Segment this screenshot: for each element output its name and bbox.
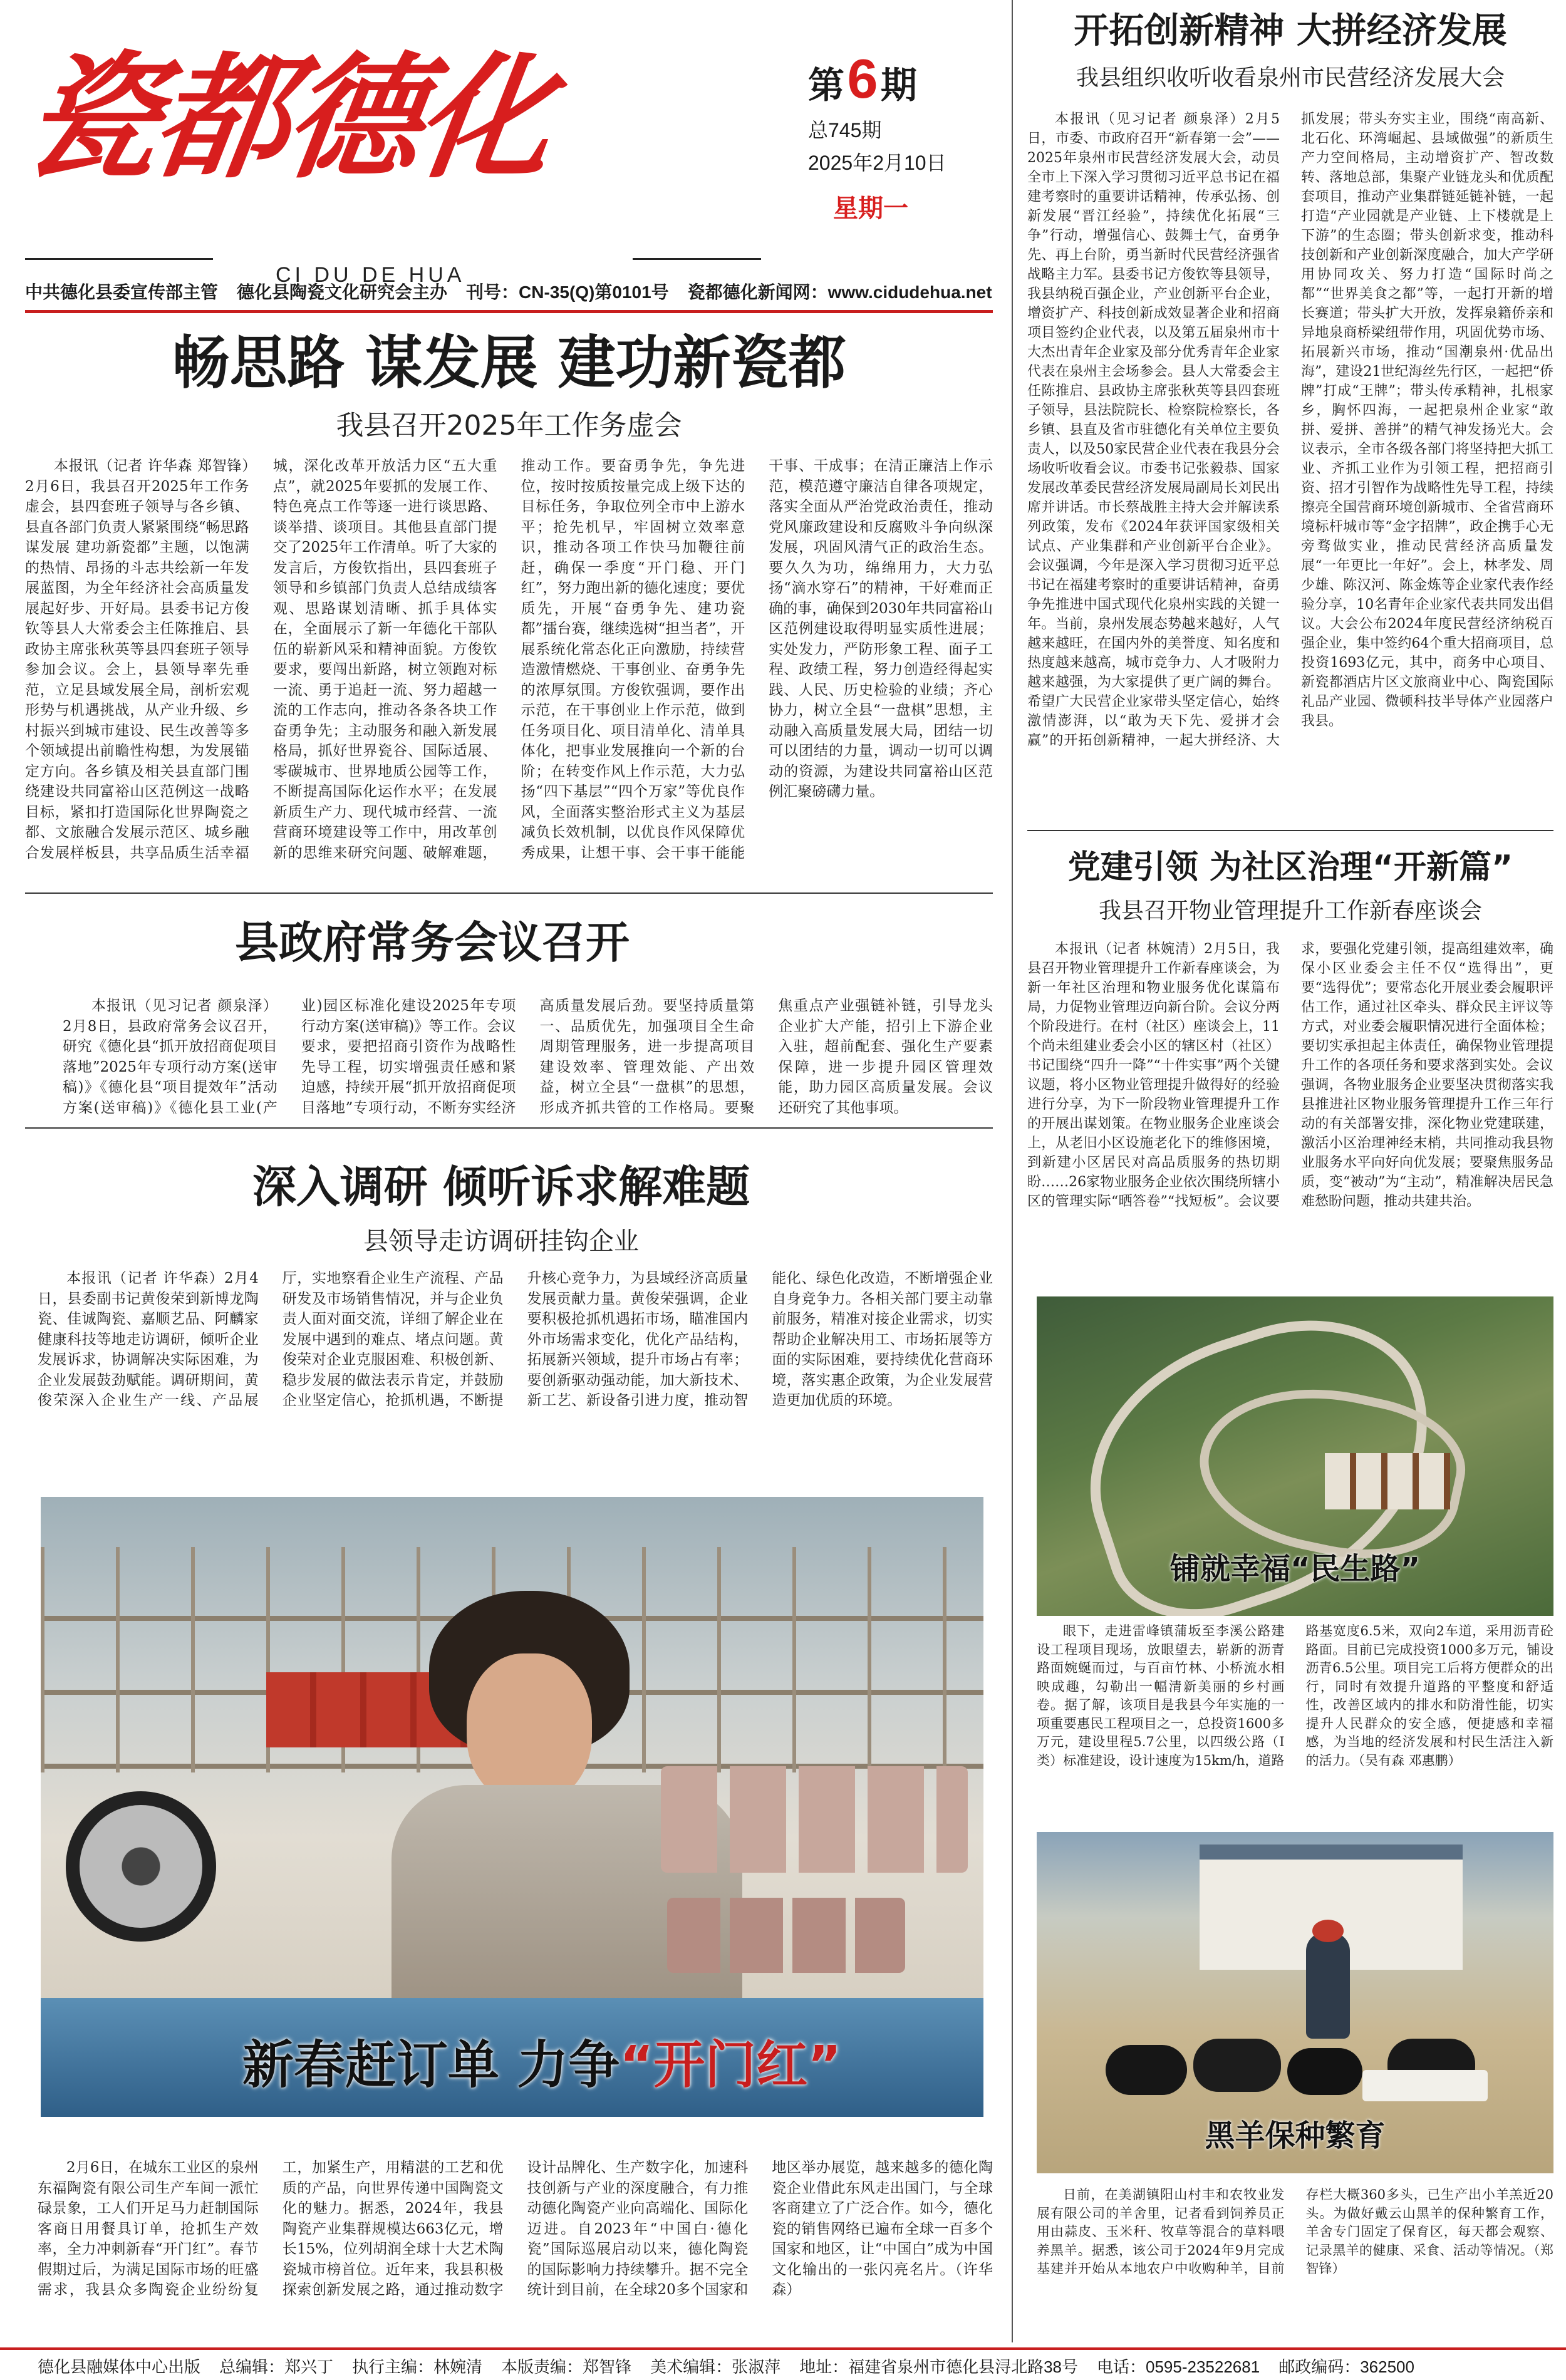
footer-postcode: 邮政编码：362500 [1278,2357,1414,2376]
credit-issn: 刊号：CN-35(Q)第0101号 [466,282,669,302]
masthead-title: 瓷都德化 [14,38,560,197]
section-divider [25,892,993,894]
issue-prefix: 第 [808,65,845,106]
farmer-hat [1312,1920,1344,1942]
farmer-figure [1306,1932,1350,2039]
issue-date: 2025年2月10日 [808,152,946,174]
research-headline: 深入调研 倾听诉求解难题 [252,1161,750,1213]
village-houses [1325,1453,1450,1509]
party-headline [1027,846,1553,889]
masthead-pinyin: CI DU DE HUA [276,263,465,287]
road-caption-b: “民生路” [1290,1551,1421,1586]
workshop-body: 2月6日，在城东工业区的泉州东福陶瓷有限公司生产车间一派忙碌景象，工人们开足马力赶制国际客商日用餐具订单，抢抓生产效率，全力冲刺新春“开门红”。春节假期过后，为满足国际市场的旺盛需求，我县众多陶瓷企业纷纷复工，加紧生产，用精湛的工艺和优质的产品，向世界传递中国陶瓷文化的魅力。据悉，2024年，我县陶瓷产业集群规模达663亿元，增长15%，位列胡润全球十大艺术陶瓷城市榜首位。近年来，我县积极探索创新发展之路，通过推动数字设计品牌化、生产数字化，加速科技创新与产业的深度融合，有力推动德化陶瓷产业向高端化、国际化迈进。自2023年“中国白·德化瓷”国际巡展启动以来，德化陶瓷的国际影响力持续攀升。据不完全统计到目前，在全球20多个国家和地区举办展览，越来越多的德化陶瓷企业借此东风走出国门，与全球客商建立了广泛合作。如今，德化瓷的销售网络已遍布全球一百多个国家和地区，让“中国白”成为中国文化输出的一张闪亮名片。（许华森） [38,2160,993,2298]
masthead-divider [633,258,761,260]
road-caption [1037,1547,1553,1591]
cup-stack [667,1898,905,1973]
workshop-photo [41,1497,983,2117]
credit-sponsor: 中共德化县委宣传部主管 [25,282,219,302]
fan-silhouette [66,1791,216,1942]
footer-art-editor: 美术编辑：张淑萍 [650,2357,781,2376]
issue-weekday: 星期一 [833,195,908,222]
footer-page-editor: 本版责编：郑智锋 [501,2357,632,2376]
issue-total: 总745期 [808,119,882,142]
section-divider [1027,830,1553,831]
footer-address: 地址：福建省泉州市德化县浔北路38号 [799,2357,1078,2376]
goat-caption: 黑羊保种繁育 [1205,2118,1386,2153]
footer-chief-editor: 总编辑：郑兴丁 [219,2357,334,2376]
black-goat [1193,2039,1281,2092]
masthead [14,25,777,287]
research-body: 本报讯（记者 许华森）2月4日，县委副书记黄俊荣到新博龙陶瓷、佳诚陶瓷、嘉顺艺品、阿麟家健康科技等地走访调研，倾听企业发展诉求，协调解决实际困难，为企业发展鼓劲赋能。调研期间，黄俊荣深入企业生产一线、产品展厅，实地察看企业生产流程、产品研发及市场销售情况，并与企业负责人面对面交流，详细了解企业在发展中遇到的难点、堵点问题。黄俊荣对企业克服困难、积极创新、稳步发展的做法表示肯定，并鼓励企业坚定信心，抢抓机遇，不断提升核心竞争力，为县域经济高质量发展贡献力量。黄俊荣强调，企业要积极抢抓机遇拓市场，瞄准国内外市场需求变化，优化产品结构，拓展新兴领域，提升市场占有率；要创新驱动强动能，加大新技术、新工艺、新设备引进力度，推动智能化、绿色化改造，不断增强企业自身竞争力。各相关部门要主动靠前服务，精准对接企业需求，切实帮助企业解决用工、市场拓展等方面的实际困难，要持续优化营商环境，落实惠企政策，为企业发展营造更加优质的环境。 [38,1270,993,1409]
masthead-divider [25,258,213,260]
photo-headline [135,2034,949,2097]
issue-info [808,47,946,224]
footer-publisher: 德化县融媒体中心出版 [38,2357,201,2376]
goat-body: 日前，在美湖镇阳山村丰和农牧业发展有限公司的羊舍里，记者看到饲养员正用由蒜皮、玉米秆、牧草等混合的草料喂养黑羊。据悉，该公司于2024年9月完成基建并开始从本地农户中收购种羊，目前存栏大概360多头，已生产出小羊羔近20头。为做好戴云山黑羊的保种繁育工作，羊舍专门固定了保育区，每天都会观察、记录黑羊的健康、采食、活动等情况。（郑智锋） [1037,2187,1553,2276]
black-goat [1106,2045,1187,2095]
header-rule [25,310,993,313]
section-divider [25,1127,993,1129]
footer [0,2352,1566,2380]
econ-subhead: 我县组织收听收看泉州市民营经济发展大会 [1076,65,1505,91]
footer-phone: 电话：0595-23522681 [1097,2357,1260,2376]
publisher-credits [25,279,993,304]
column-divider [1012,0,1013,2342]
party-headline-a: 党建引领 为社区治理 [1067,849,1372,886]
econ-headline: 开拓创新精神 大拼经济发展 [1074,11,1507,51]
econ-body: 本报讯（见习记者 颜泉泽）2月5日，市委、市政府召开“新春第一会”——2025年泉州市民营经济发展大会，动员全市上下深入学习贯彻习近平总书记在福建考察时的重要讲话精神，传承弘扬、创新发展“晋江经验”，持续优化拓展“三争”行动，增强信心、鼓舞士气，奋勇争先、再上台阶，勇当新时代民营经济强省战略主力军。县委书记方俊钦等县领导，我县纳税百强企业，产业创新平台企业，增资扩产、科技创新成效显著企业和招商项目签约企业代表，以及第五届泉州市十大杰出青年企业家及部分优秀青年企业家代表在泉州主会场参会。县人大常委会主任陈推启、县政协主席张秋英等县四套班子领导，县法院院长、检察院检察长，各乡镇、县直及省市驻德化有关单位主要负责人，以及50家民营企业代表在我县分会场收听收看会议。市委书记张毅恭、国家发展改革委民营经济发展局副局长刘民出席并讲话。市长蔡战胜主持大会并解读系列政策，发布《2024年获评国家级相关试点、产业集群和产业创新平台企业》。会议强调，今年是深入学习贯彻习近平总书记在福建考察时的重要讲话精神，奋勇争先推进中国式现代化泉州实践的关键一年。当前，泉州发展态势越来越好，人气越来越旺，在国内外的美誉度、知名度和热度越来越高，城市竞争力、人才吸附力越来越强，为大家提供了更广阔的舞台。希望广大民营企业家带头坚定信心，始终激情澎湃，以“敢为天下先、爱拼才会赢”的开拓创新精神，一起大拼经济、大抓发展；带头夯实主业，围绕“南高新、北石化、环湾崛起、县域做强”的新质生产力空间格局，主动增资扩产、智改数转、落地总部，集聚产业链龙头和优质配套项目，推动产业集群链延链补链，一起打造“产业园就是产业链、上下楼就是上下游”的生态圈；带头创新求变，推动科技创新和产业创新深度融合，加大产学研用协同攻关、努力打造“国际时尚之都”“世界美食之都”等，一起打开新的增长赛道；带头扩大开放，发挥泉籍侨亲和异地泉商桥梁纽带作用，巩固优势市场、拓展新兴市场，推动“国潮泉州·优品出海”，建设21世纪海丝先行区，一起把“侨牌”打成“王牌”；带头传承精神，扎根家乡，胸怀四海，一起把泉州企业家“敢拼、爱拼、善拼”的精气神发扬光大。会议表示，全市各级各部门将坚持把大抓工业、齐抓工业作为引领工程，把招商引资、招才引智作为战略性先导工程，持续擦亮全国营商环境创新城市、全省营商环境标杆城市等“金字招牌”，政企携手心无旁骛做实业，推动民营经济高质量发展“一年更比一年好”。会上，林孝发、周少雄、陈汉河、陈金炼等企业家代表作经验分享，10名青年企业家代表共同发出倡议。大会公布2024年度民营经济纳税百强企业，集中签约64个重大招商项目，总投资1693亿元，其中，商务中心项目、新瓷都酒店片区文旅商业中心、陶瓷国际礼品产业园、微顿科技半导体产业园落户我县。 [1027,111,1553,748]
photo-headline-b: “开门红” [620,2036,842,2095]
lead-body: 本报讯（记者 许华森 郑智锋）2月6日，我县召开2025年工作务虚会，县四套班子领导与各乡镇、县直各部门负责人紧紧围绕“畅思路 谋发展 建功新瓷都”主题，以饱满的热情、昂扬的斗志共绘新一年发展蓝图，为全年经济社会高质量发展起好步、开好局。县委书记方俊钦等县人大常委会主任陈推启、县政协主席张秋英等县四套班子领导参加会议。会上，县领导率先垂范，立足县域发展全局，剖析宏观形势与机遇挑战，从产业升级、乡村振兴到城市建设、民生改善等多个领域提出前瞻性构想，为发展锚定方向。各乡镇及相关县直部门围绕建设共同富裕山区范例这一战略目标，紧扣打造国际化世界陶瓷之都、文旅融合发展示范区、城乡融合发展样板县，共享品质生活幸福城，深化改革开放活力区“五大重点”，就2025年要抓的发展工作、特色亮点工作等逐一进行谈思路、谈举措、谈项目。其他县直部门提交了2025年工作清单。听了大家的发言后，方俊钦指出，县四套班子领导和乡镇部门负责人总结成绩客观、思路谋划清晰、抓手具体实在，全面展示了新一年德化干部队伍的崭新风采和精神面貌。方俊钦要求，要闯出新路，树立领跑对标一流、勇于追赶一流、努力超越一流的工作志向，推动各条各块工作奋勇争先；主动服务和融入新发展格局，抓好世界瓷谷、国际适展、零碳城市、世界地质公园等工作，不断提高国际化运作水平；在发展新质生产力、现代城市经营、一流营商环境建设等工作中，用改革创新的思维来研究问题、破解难题，推动工作。要奋勇争先，争先进位，按时按质按量完成上级下达的目标任务，争取位列全市中上游水平；抢先机早，牢固树立效率意识，推动各项工作快马加鞭往前赶，确保一季度“开门稳、开门红”，努力跑出新的德化速度；要优质先，开展“奋勇争先、建功瓷都”擂台赛，继续选树“担当者”，开展系统化常态化正向激励，持续营造激情燃烧、干事创业、奋勇争先的浓厚氛围。方俊钦强调，要作出示范，在干事创业上作示范，做到任务项目化、项目清单化、清单具体化，把事业发展推向一个新的台阶；在转变作风上作示范，大力弘扬“四下基层”“四个万家”等优良作风，全面落实整治形式主义为基层减负长效机制，以优良作风保障优秀成果，让想干事、会干事干能能干事、干成事；在清正廉洁上作示范，模范遵守廉洁自律各项规定，落实全面从严治党政治责任，推动党风廉政建设和反腐败斗争向纵深发展，巩固风清气正的政治生态。要久久为功，绵绵用力，大力弘扬“滴水穿石”的精神，干好难而正确的事，确保到2030年共同富裕山区范例建设取得明显实质性进展；实处发力，严防形象工程、面子工程、政绩工程，努力创造经得起实践、人民、历史检验的业绩；齐心协力，树立全县“一盘棋”思想，主动融入高质量发展大局，团结一切可以团结的力量，调动一切可以调动的资源，为建设共同富裕山区范例汇聚磅礴力量。 [25,458,993,861]
lead-headline: 畅思路 谋发展 建功新瓷都 [172,329,846,396]
party-body: 本报讯（记者 林婉清）2月5日，我县召开物业管理提升工作新春座谈会，为新一年社区治理和物业服务优化谋篇布局，力促物业管理迈向新台阶。会议分两个阶段进行。在村（社区）座谈会上，11个尚未组建业委会小区的辖区村（社区）书记围绕“四升一降”“十件实事”两个关键议题，将小区物业管理提升做得好的经验进行分享，为下一阶段物业管理提升工作的开展出谋划策。在物业服务企业座谈会上，从老旧小区设施老化下的维修困境，到新建小区居民对高品质服务的热切期盼……26家物业服务企业依次围绕所辖小区的管理实际“晒答卷”“找短板”。会议要求，要强化党建引领，提高组建效率，确保小区业委会主任不仅“选得出”，更要“选得优”；要常态化开展业委会履职评估工作，通过社区牵头、群众民主评议等方式，对业委会履职情况进行全面体检；要切实承担起主体责任，确保物业管理提升工作的各项任务和要求落到实处。会议强调，各物业服务企业要坚决贯彻落实我县推进社区物业服务管理提升工作三年行动的有关部署安排，深化物业党建联建，激活小区治理神经末梢，共同推动我县物业服务水平向好向优发展；要聚焦服务品质，变“被动”为“主动”，精准解决居民急难愁盼问题，推动共建共治。 [1027,941,1553,1209]
credit-website: 瓷都德化新闻网：www.cidudehua.net [687,282,992,302]
credit-host: 德化县陶瓷文化研究会主办 [237,282,448,302]
gov-body: 本报讯（见习记者 颜泉泽）2月8日，县政府常务会议召开，研究《德化县“抓开放招商促项目落地”2025年专项行动方案(送审稿)》《德化县“项目提效年”活动方案(送审稿)》《德化县工业(产业)园区标准化建设2025年专项行动方案(送审稿)》等工作。会议要求，要把招商引资作为战略性先导工程，切实增强责任感和紧迫感，持续开展“抓开放招商促项目落地”专项行动，不断夯实经济高质量发展后劲。要坚持质量第一、品质优先，加强项目全生命周期管理服务，进一步提高项目建设效率、管理效能、产出效益，树立全县“一盘棋”的思想，形成齐抓共管的工作格局。要聚焦重点产业强链补链，引导龙头企业扩大产能，招引上下游企业入驻，超前配套、强化生产要素保障，进一步提升园区管理效能，助力园区高质量发展。会议还研究了其他事项。 [63,998,993,1116]
issue-number: 6 [847,48,878,110]
gov-headline: 县政府常务会议召开 [235,917,630,968]
footer-rule [0,2347,1566,2350]
footer-exec-editor: 执行主编：林婉清 [352,2357,483,2376]
road-photo [1037,1296,1553,1616]
road-caption-a: 铺就幸福 [1169,1551,1290,1586]
road-body: 眼下，走进雷峰镇蒲坂至李溪公路建设工程项目现场，放眼望去，崭新的沥青路面婉蜒而过，与百亩竹林、小桥流水相映成趣，勾勒出一幅清新美丽的乡村画卷。据了解，该项目是我县今年实施的一项重要惠民工程项目之一，总投资1600多万元，建设里程5.7公里，以四级公路（I类）标准建设，设计速度为15km/h，道路路基宽度6.5米，双向2车道，采用沥青砼路面。目前已完成投资1000多万元，铺设沥青6.5公里。项目完工后将方便群众的出行，同时有效提升道路的平整度和舒适性，改善区域内的排水和防滑性能，切实提升人民群众的安全感，便捷感和幸福感，为当地的经济发展和村民生活注入新的活力。（吴有森 邓惠鹏） [1037,1623,1553,1768]
research-subhead: 县领导走访调研挂钩企业 [363,1227,639,1256]
party-subhead: 我县召开物业管理提升工作新春座谈会 [1098,898,1482,924]
feed-trough [1362,2070,1488,2101]
lead-subhead: 我县召开2025年工作务虚会 [336,410,682,442]
party-headline-b: “开新篇” [1372,849,1513,886]
cup-stack [661,1766,968,1873]
goat-photo [1037,1832,1553,2173]
worker-face [467,1653,592,1804]
photo-headline-a: 新春赶订单 力争 [242,2036,620,2095]
black-goat [1287,2048,1362,2095]
issue-suffix: 期 [880,65,917,106]
